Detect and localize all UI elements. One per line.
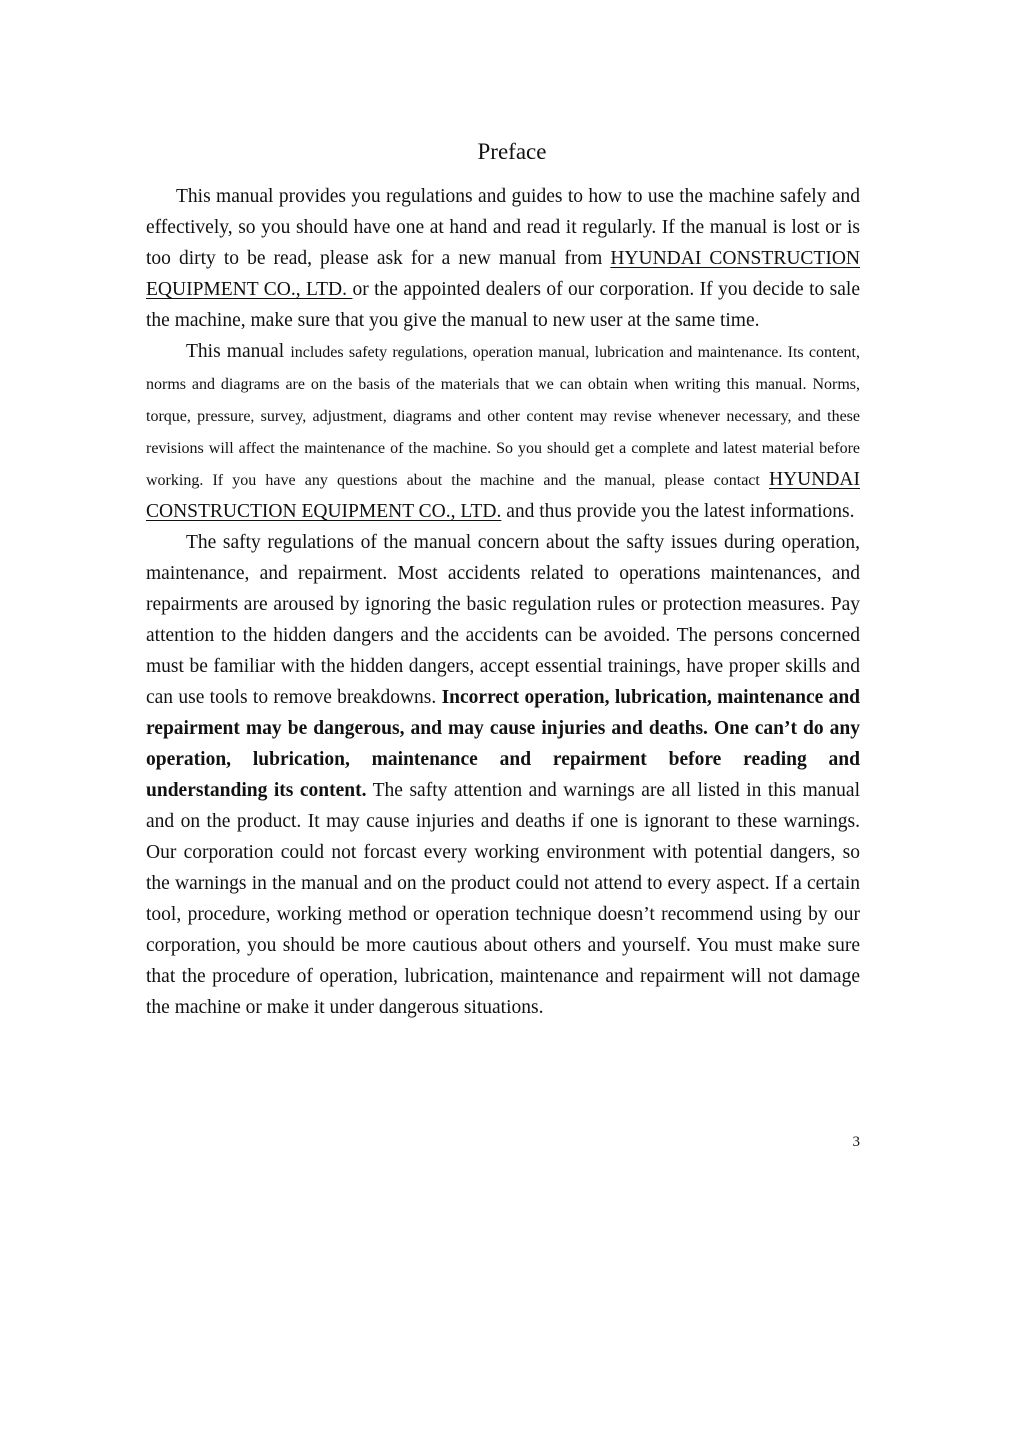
paragraph-small-text: includes safety regulations, operation manual, lubrication and maintenance. Its content, norms and diagrams are on the basis of the materials that we can obtain when writing this manual. Norms, torque, pressure, survey, adjustment, diagrams and other content may revise whenever necessary, and these revisions will affect the maintenance of the machine. So you should get a complete and latest material before working. If you have any questions about the machine and the manual, please contact xyxy=(146,344,860,489)
paragraph-safety xyxy=(146,527,860,1023)
page-number: 3 xyxy=(852,1134,860,1150)
safety-warning-bold: Incorrect operation, lubrication, maintenance and repairment may be dangerous, and may cause injuries and deaths. One can’t do any operation, lubrication, maintenance and repairment before reading and understanding its content. xyxy=(146,687,861,801)
company-name-link: HYUNDAI CONSTRUCTION EQUIPMENT CO., LTD. xyxy=(146,248,860,300)
paragraph-text: or the appointed dealers of our corporation. If you decide to sale the machine, make sure that you give the manual to new user at the same time. xyxy=(146,279,860,331)
paragraph-text: This manual provides you regulations and guides to how to use the machine safely and effectively, so you should have one at hand and read it regularly. If the manual is lost or is too dirty to be read, please ask for a new manual from xyxy=(146,186,860,269)
preface-body xyxy=(146,181,860,1023)
company-name-link: HYUNDAI CONSTRUCTION EQUIPMENT CO., LTD. xyxy=(146,469,860,522)
paragraph-text: The safty attention and warnings are all listed in this manual and on the product. It may cause injuries and deaths if one is ignorant to these warnings. Our corporation could not forcast every working environment with potential dangers, so the warnings in the manual and on the product could not attend to every aspect. If a certain tool, procedure, working method or operation technique doesn’t recommend using by our corporation, you should be more cautious about others and yourself. You must make sure that the procedure of operation, lubrication, maintenance and repairment will not damage the machine or make it under dangerous situations. xyxy=(146,780,860,1018)
paragraph-lead: This manual xyxy=(186,341,291,362)
paragraph-scope xyxy=(146,336,860,527)
paragraph-text: and thus provide you the latest informations. xyxy=(501,501,855,522)
paragraph-intro xyxy=(146,181,860,336)
page-title: Preface xyxy=(477,139,547,164)
paragraph-text: The safty regulations of the manual concern about the safty issues during operation, maintenance, and repairment. Most accidents related to operations maintenances, and repairments are aroused by ignoring the basic regulation rules or protection measures. Pay attention to the hidden dangers and the accidents can be avoided. The persons concerned must be familiar with the hidden dangers, accept essential trainings, have proper skills and can use tools to remove breakdowns. xyxy=(146,532,860,708)
